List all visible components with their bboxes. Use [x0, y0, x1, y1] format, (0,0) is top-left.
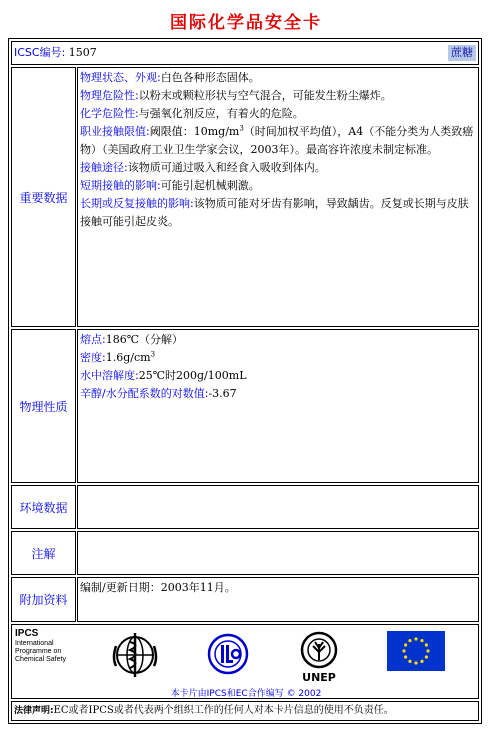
- notes-content: [77, 531, 479, 575]
- exposure-limit-sup: 3: [239, 124, 244, 133]
- icsc-number: 1507: [68, 46, 97, 59]
- physical-hazard-text: 以粉末或颗粒形状与空气混合，可能发生粉尘爆炸。: [138, 89, 392, 102]
- ipcs-line-1: International: [15, 640, 54, 647]
- partition-coefficient-key: 辛醇/水分配系数的对数值:: [80, 387, 209, 400]
- physical-properties-label: 物理性质: [11, 329, 76, 483]
- additional-info-content: 编制/更新日期：2003年11月。: [77, 577, 479, 622]
- chemical-hazard-key: 化学危险性:: [80, 107, 139, 120]
- credit-line: 本卡片由IPCS和EC合作编写 © 2002: [170, 689, 322, 699]
- partition-coefficient-item: [80, 385, 476, 403]
- card-title: 国际化学品安全卡: [170, 13, 322, 33]
- environment-data-content: [77, 485, 479, 529]
- water-solubility-key: 水中溶解度:: [80, 369, 139, 382]
- eu-flag-icon: [387, 631, 445, 671]
- short-term-effect-text: 可能引起机械刺激。: [160, 179, 260, 192]
- ipcs-block: [15, 628, 66, 664]
- physical-hazard-item: [80, 87, 476, 105]
- legal-text: EC或者IPCS或者代表两个组织工作的任何人对本卡片信息的使用不负责任。: [53, 705, 394, 716]
- footer-logos: [11, 624, 479, 699]
- exposure-limit-text-pre: 阈限值：10mg/m: [149, 125, 240, 138]
- melting-point-key: 熔点:: [80, 333, 106, 346]
- partition-coefficient-text: -3.67: [208, 387, 237, 400]
- physical-properties-content: [77, 329, 479, 483]
- physical-state-text: 白色各种形态固体。: [160, 71, 260, 84]
- notes-label: 注解: [11, 531, 76, 575]
- melting-point-item: [80, 331, 476, 349]
- legal-disclaimer: [11, 701, 479, 721]
- short-term-effect-key: 短期接触的影响:: [80, 179, 161, 192]
- exposure-route-text: 该物质可通过吸入和经食入吸收到体内。: [127, 161, 326, 174]
- melting-point-text: 186℃（分解）: [105, 333, 184, 346]
- icsc-row: [11, 41, 479, 65]
- chemical-name-badge: 蔗糖: [448, 45, 476, 61]
- chemical-hazard-text: 与强氧化剂反应，有着火的危险。: [138, 107, 304, 120]
- long-term-effect-key: 长期或反复接触的影响:: [80, 197, 194, 210]
- ipcs-title: IPCS: [15, 628, 39, 639]
- environment-data-label: 环境数据: [11, 485, 76, 529]
- long-term-effect-item: [80, 195, 476, 231]
- short-term-effect-item: [80, 177, 476, 195]
- water-solubility-item: [80, 367, 476, 385]
- icsc-label: ICSC编号:: [14, 46, 66, 59]
- density-item: [80, 349, 476, 367]
- density-key: 密度:: [80, 351, 106, 364]
- physical-state-item: [80, 69, 476, 87]
- exposure-route-item: [80, 159, 476, 177]
- exposure-limit-item: [80, 123, 476, 159]
- ipcs-line-3: Chemical Safety: [15, 656, 66, 663]
- density-text-pre: 1.6g/cm: [105, 351, 151, 364]
- physical-hazard-key: 物理危险性:: [80, 89, 139, 102]
- exposure-route-key: 接触途径:: [80, 161, 128, 174]
- exposure-limit-text-post: （时间加权平均值），A4（不能分类为人类致癌物）（美国政府工业卫生学家会议，2003年）。最高容许浓度未制定标准。: [80, 125, 474, 156]
- legal-label: 法律声明:: [14, 706, 54, 716]
- additional-info-label: 附加资料: [11, 577, 76, 622]
- unep-logo-icon: [296, 630, 342, 674]
- unep-label: UNEP: [302, 671, 336, 684]
- density-sup: 3: [150, 350, 156, 359]
- who-logo-icon: [110, 630, 160, 680]
- safety-card: [8, 38, 482, 724]
- ipcs-line-2: Programme on: [15, 648, 62, 655]
- ilo-logo-icon: [206, 630, 250, 680]
- chemical-hazard-item: [80, 105, 476, 123]
- important-data-content: [77, 67, 479, 327]
- physical-state-key: 物理状态、外观:: [80, 71, 161, 84]
- long-term-effect-text: 该物质可能对牙齿有影响，导致龋齿。反复或长期与皮肤接触可能引起皮炎。: [80, 197, 469, 228]
- important-data-label: 重要数据: [11, 67, 76, 327]
- exposure-limit-key: 职业接触限值:: [80, 125, 150, 138]
- water-solubility-text: 25℃时200g/100mL: [138, 369, 247, 382]
